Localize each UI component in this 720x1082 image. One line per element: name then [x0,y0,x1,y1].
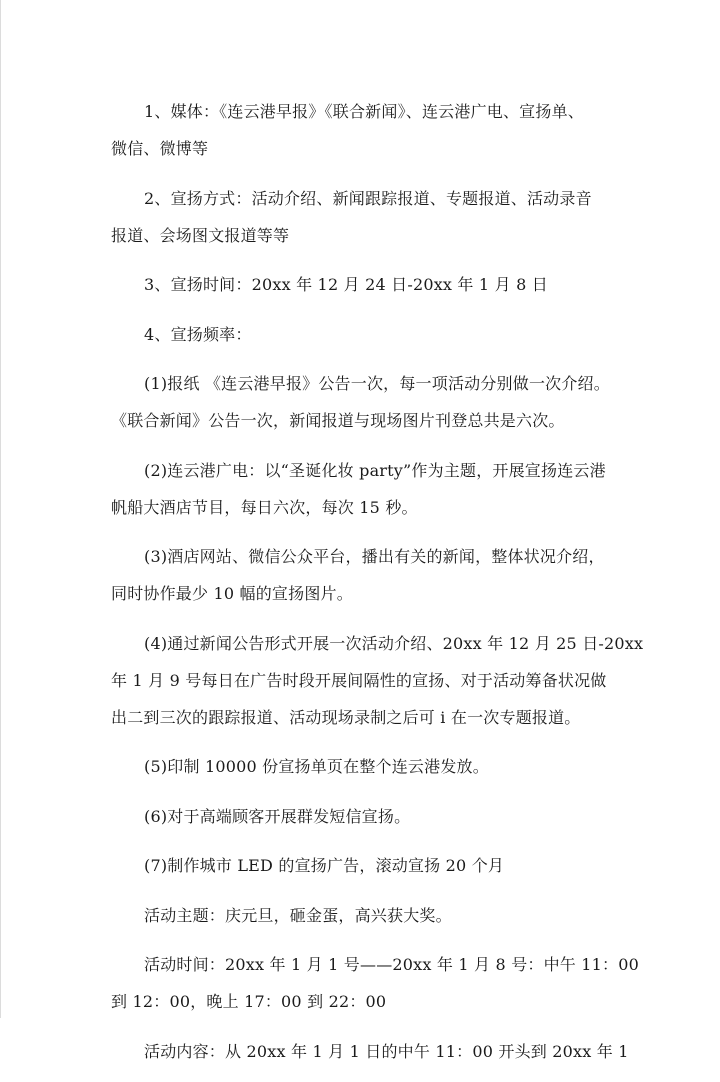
paragraph-item-6-sms [111,798,611,835]
text-line: (6)对于高端顾客开展群发短信宣扬。 [144,806,411,826]
paragraph-promotion-frequency [111,316,611,353]
text-line: 活动时间：20xx 年 1 月 1 号——20xx 年 1 月 8 号：中午 11：00 [144,955,639,974]
text-line: 出二到三次的跟踪报道、活动现场录制之后可 i 在一次专题报道。 [111,707,581,727]
text-line: 帆船大酒店节目，每日六次，每次 15 秒。 [111,497,418,517]
paragraph-item-2-broadcast [111,452,611,526]
paragraph-item-4-news-release [111,625,644,736]
paragraph-item-1-newspaper [111,365,611,439]
paragraph-event-time [111,946,639,1020]
text-line: 报道、会场图文报道等等 [111,225,290,245]
paragraph-item-7-led [111,847,611,884]
text-line: 4、宣扬频率： [144,324,252,344]
text-line: (2)连云港广电：以“圣诞化妆 party”作为主题，开展宣扬连云港 [144,460,606,480]
paragraph-item-3-website [111,538,611,612]
text-line: 活动内容：从 20xx 年 1 月 1 日的中午 11：00 开头到 20xx 年 1 [144,1041,629,1061]
text-line: (5)印制 10000 份宣扬单页在整个连云港发放。 [144,757,489,776]
text-line: 微信、微博等 [111,139,209,158]
paragraph-event-content [111,1033,629,1070]
text-line: 1、媒体：《连云港早报》《联合新闻》、连云港广电、宣扬单、 [144,102,584,121]
paragraph-promotion-method [111,180,611,254]
paragraph-promotion-time [111,266,611,303]
text-line: 3、宣扬时间：20xx 年 12 月 24 日-20xx 年 1 月 8 日 [144,275,548,294]
text-line: 到 12：00，晚上 17：00 到 22：00 [111,992,387,1011]
text-line: (3)酒店网站、微信公众平台，播出有关的新闻，整体状况介绍， [144,547,605,566]
text-line: 活动主题：庆元旦，砸金蛋，高兴获大奖。 [144,905,452,925]
paragraph-media [111,93,611,167]
paragraph-item-5-flyers [111,748,611,785]
text-line: (1)报纸 《连云港早报》公告一次，每一项活动分别做一次介绍。 [144,374,610,393]
text-line: 2、宣扬方式：活动介绍、新闻跟踪报道、专题报道、活动录音 [144,188,592,208]
text-line: (4)通过新闻公告形式开展一次活动介绍、20xx 年 12 月 25 日-20xx [144,633,644,653]
text-line: 《联合新闻》公告一次，新闻报道与现场图片刊登总共是六次。 [111,411,565,430]
text-line: 年 1 月 9 号每日在广告时段开展间隔性的宣扬、对于活动筹备状况做 [111,670,607,690]
document-body [111,93,644,1082]
text-line: 同时协作最少 10 幅的宣扬图片。 [111,584,353,603]
text-line: (7)制作城市 LED 的宣扬广告，滚动宣扬 20 个月 [144,856,505,875]
paragraph-event-theme [111,897,611,934]
